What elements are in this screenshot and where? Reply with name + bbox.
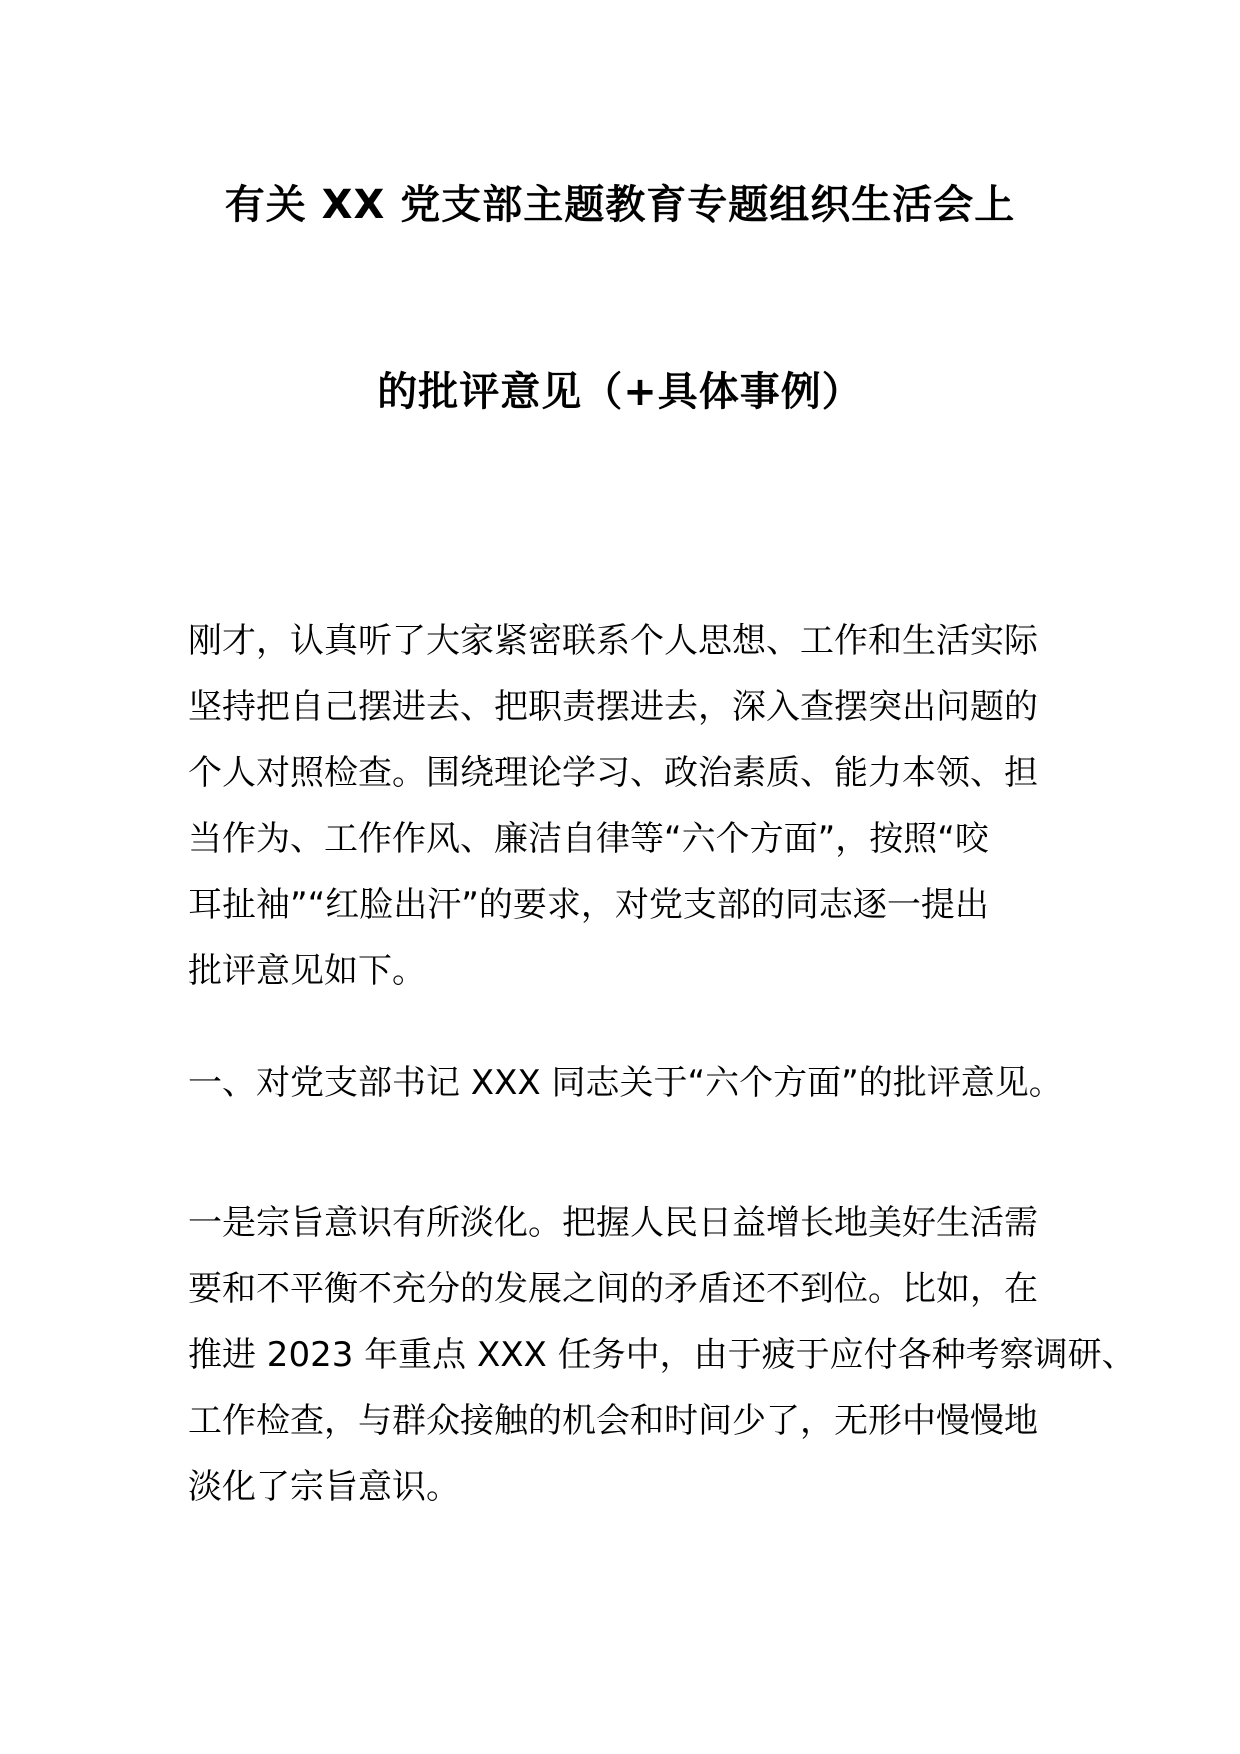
- paragraph-line: 耳扯袖”“红脸出汗”的要求，对党支部的同志逐一提出: [188, 885, 989, 925]
- section-heading-text: 一、对党支部书记 XXX 同志关于“六个方面”的批评意见。: [188, 1063, 1063, 1103]
- document-title-line-2: 的批评意见（+具体事例）: [377, 369, 863, 415]
- paragraph-line: 要和不平衡不充分的发展之间的矛盾还不到位。比如，在: [188, 1269, 1038, 1309]
- paragraph-line: 淡化了宗旨意识。: [188, 1467, 460, 1507]
- document-title-line-1: 有关 XX 党支部主题教育专题组织生活会上: [224, 182, 1016, 228]
- paragraph-line: 坚持把自己摆进去、把职责摆进去，深入查摆突出问题的: [188, 687, 1038, 727]
- paragraph-line: 推进 2023 年重点 XXX 任务中，由于疲于应付各种考察调研、: [188, 1335, 1136, 1375]
- section-heading: [188, 1050, 1068, 1116]
- intro-paragraph: [188, 608, 1068, 1004]
- paragraph-line: 批评意见如下。: [188, 951, 426, 991]
- paragraph-line: 个人对照检查。围绕理论学习、政治素质、能力本领、担: [188, 753, 1038, 793]
- paragraph-line: 一是宗旨意识有所淡化。把握人民日益增长地美好生活需: [188, 1203, 1038, 1243]
- paragraph-line: 当作为、工作作风、廉洁自律等“六个方面”，按照“咬: [188, 819, 989, 859]
- paragraph-line: 工作检查，与群众接触的机会和时间少了，无形中慢慢地: [188, 1401, 1038, 1441]
- point-one-paragraph: [188, 1190, 1136, 1520]
- paragraph-line: 刚才，认真听了大家紧密联系个人思想、工作和生活实际: [188, 621, 1038, 661]
